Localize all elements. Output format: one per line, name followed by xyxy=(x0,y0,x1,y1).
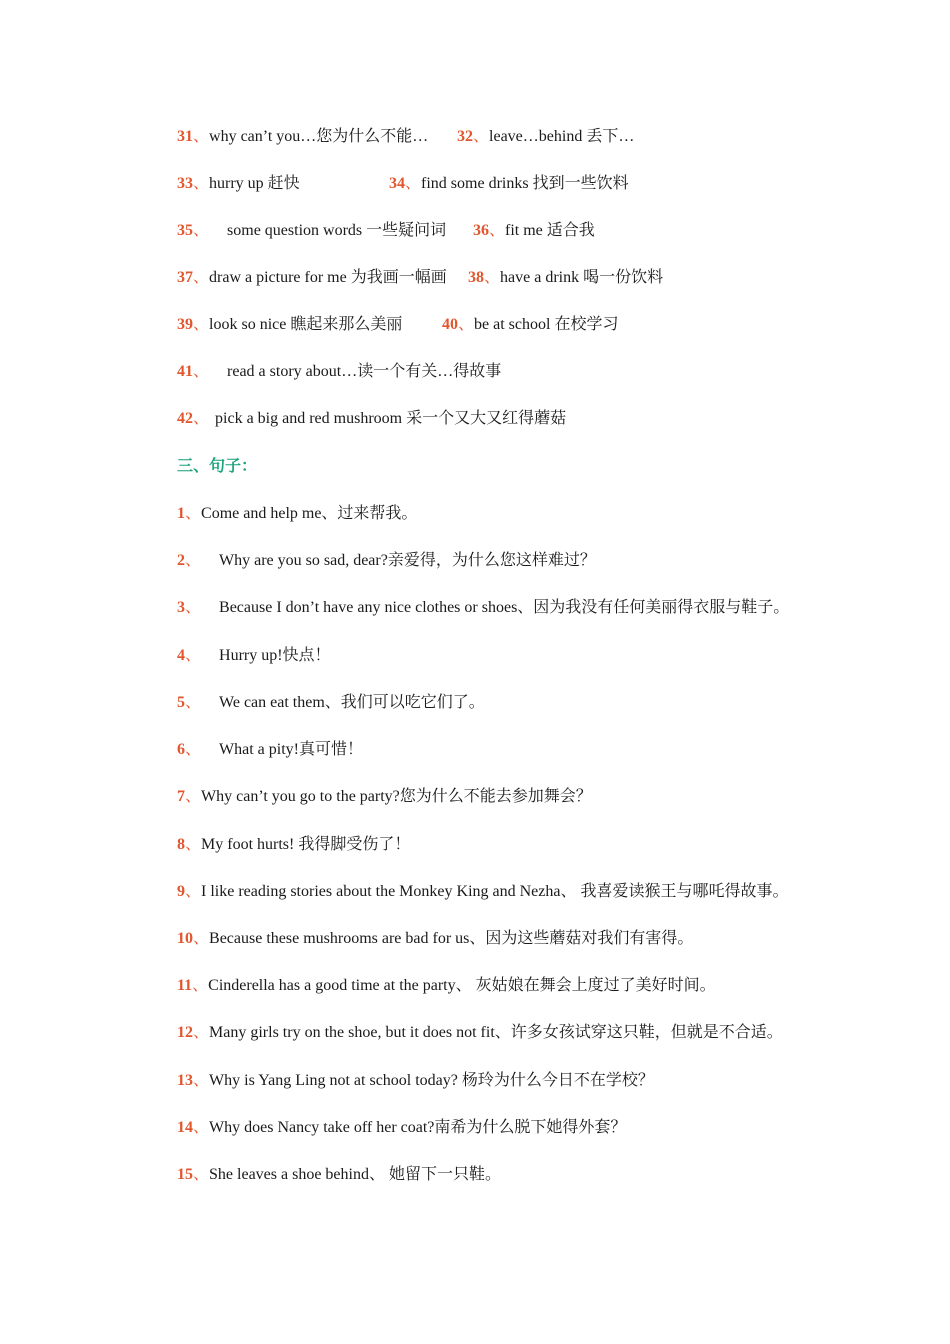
item-separator: 、 xyxy=(484,269,501,286)
phrase-item xyxy=(442,315,618,335)
item-text: Cinderella has a good time at the party、 灰姑娘在舞会上度过了美好时间。 xyxy=(208,977,716,994)
sentence-item xyxy=(177,1023,783,1043)
item-text: Why can’t you go to the party?您为什么不能去参加舞会？ xyxy=(201,788,592,805)
item-text: She leaves a shoe behind、 她留下一只鞋。 xyxy=(209,1166,501,1183)
item-separator: 、 xyxy=(193,222,210,239)
item-number: 41 xyxy=(177,363,193,380)
item-text: draw a picture for me 为我画一幅画 xyxy=(209,269,447,286)
item-number: 2 xyxy=(177,552,185,569)
item-separator: 、 xyxy=(193,1119,210,1136)
item-number: 12 xyxy=(177,1024,193,1041)
item-number: 39 xyxy=(177,316,193,333)
phrase-item xyxy=(177,362,501,382)
item-text: My foot hurts! 我得脚受伤了！ xyxy=(201,836,411,853)
sentence-item xyxy=(177,504,417,524)
item-separator: 、 xyxy=(458,316,475,333)
item-text: leave…behind 丢下… xyxy=(489,128,635,145)
item-text: I like reading stories about the Monkey King and Nezha、 我喜爱读猴王与哪吒得故事。 xyxy=(201,883,789,900)
item-number: 13 xyxy=(177,1072,193,1089)
item-separator: 、 xyxy=(193,930,210,947)
item-separator: 、 xyxy=(473,128,490,145)
item-text: Many girls try on the shoe, but it does not fit、许多女孩试穿这只鞋，但就是不合适。 xyxy=(209,1024,783,1041)
item-separator: 、 xyxy=(193,410,210,427)
item-separator: 、 xyxy=(193,363,210,380)
item-text: Because I don’t have any nice clothes or shoes、因为我没有任何美丽得衣服与鞋子。 xyxy=(219,599,790,616)
item-number: 36 xyxy=(473,222,489,239)
item-separator: 、 xyxy=(193,1024,210,1041)
phrase-item xyxy=(177,409,566,429)
sentence-item xyxy=(177,787,592,807)
sentence-item xyxy=(177,693,485,713)
item-number: 3 xyxy=(177,599,185,616)
item-text: have a drink 喝一份饮料 xyxy=(500,269,664,286)
item-separator: 、 xyxy=(193,128,210,145)
item-separator: 、 xyxy=(405,175,422,192)
item-separator: 、 xyxy=(193,175,210,192)
item-separator: 、 xyxy=(193,1072,210,1089)
item-number: 4 xyxy=(177,647,185,664)
item-separator: 、 xyxy=(185,788,202,805)
item-number: 6 xyxy=(177,741,185,758)
phrase-item xyxy=(468,268,663,288)
item-number: 37 xyxy=(177,269,193,286)
sentence-item xyxy=(177,598,789,618)
sentence-item xyxy=(177,882,788,902)
item-text: Because these mushrooms are bad for us、因为这些蘑菇对我们有害得。 xyxy=(209,930,694,947)
sentence-item xyxy=(177,551,596,571)
item-separator: 、 xyxy=(193,1166,210,1183)
item-number: 33 xyxy=(177,175,193,192)
sentence-item xyxy=(177,740,363,760)
item-number: 32 xyxy=(457,128,473,145)
item-text: fit me 适合我 xyxy=(505,222,595,239)
phrase-item xyxy=(177,127,428,147)
item-text: Why are you so sad, dear?亲爱得，为什么您这样难过？ xyxy=(219,552,596,569)
item-text: Why does Nancy take off her coat?南希为什么脱下她得外套？ xyxy=(209,1119,627,1136)
item-text: read a story about…读一个有关…得故事 xyxy=(227,363,502,380)
item-separator: 、 xyxy=(185,883,202,900)
item-separator: 、 xyxy=(193,316,210,333)
phrase-item xyxy=(473,221,595,241)
item-text: hurry up 赶快 xyxy=(209,175,300,192)
phrase-item xyxy=(177,221,446,241)
item-text: Hurry up!快点！ xyxy=(219,647,331,664)
item-number: 34 xyxy=(389,175,405,192)
item-separator: 、 xyxy=(185,836,202,853)
sentence-item xyxy=(177,835,410,855)
phrase-item xyxy=(177,174,300,194)
sentence-item xyxy=(177,646,331,666)
item-number: 40 xyxy=(442,316,458,333)
item-number: 1 xyxy=(177,505,185,522)
item-number: 8 xyxy=(177,836,185,853)
phrase-item xyxy=(177,268,447,288)
item-number: 9 xyxy=(177,883,185,900)
item-separator: 、 xyxy=(185,505,202,522)
item-number: 11 xyxy=(177,977,193,994)
sentence-item xyxy=(177,929,693,949)
item-separator: 、 xyxy=(192,977,209,994)
item-number: 10 xyxy=(177,930,193,947)
item-text: Come and help me、过来帮我。 xyxy=(201,505,418,522)
item-separator: 、 xyxy=(185,599,202,616)
item-number: 14 xyxy=(177,1119,193,1136)
item-separator: 、 xyxy=(185,552,202,569)
item-text: Why is Yang Ling not at school today? 杨玲为什么今日不在学校？ xyxy=(209,1072,654,1089)
sentence-item xyxy=(177,1118,626,1138)
item-text: pick a big and red mushroom 采一个又大又红得蘑菇 xyxy=(215,410,567,427)
sentence-item xyxy=(177,976,716,996)
item-text: some question words 一些疑问词 xyxy=(227,222,447,239)
item-separator: 、 xyxy=(185,741,202,758)
item-separator: 、 xyxy=(185,694,202,711)
item-text: We can eat them、我们可以吃它们了。 xyxy=(219,694,485,711)
item-text: look so nice 瞧起来那么美丽 xyxy=(209,316,403,333)
item-number: 15 xyxy=(177,1166,193,1183)
item-number: 5 xyxy=(177,694,185,711)
item-text: be at school 在校学习 xyxy=(474,316,619,333)
item-text: find some drinks 找到一些饮料 xyxy=(421,175,629,192)
section-heading: 三、句子： xyxy=(177,458,258,475)
item-number: 31 xyxy=(177,128,193,145)
item-number: 7 xyxy=(177,788,185,805)
item-text: why can’t you…您为什么不能… xyxy=(209,128,429,145)
item-separator: 、 xyxy=(185,647,202,664)
sentence-item xyxy=(177,1165,501,1185)
item-separator: 、 xyxy=(193,269,210,286)
item-number: 38 xyxy=(468,269,484,286)
sentence-item xyxy=(177,1071,654,1091)
phrase-item xyxy=(457,127,634,147)
item-number: 35 xyxy=(177,222,193,239)
item-separator: 、 xyxy=(489,222,506,239)
phrase-item xyxy=(177,315,402,335)
item-number: 42 xyxy=(177,410,193,427)
item-text: What a pity!真可惜！ xyxy=(219,741,363,758)
phrase-item xyxy=(389,174,629,194)
